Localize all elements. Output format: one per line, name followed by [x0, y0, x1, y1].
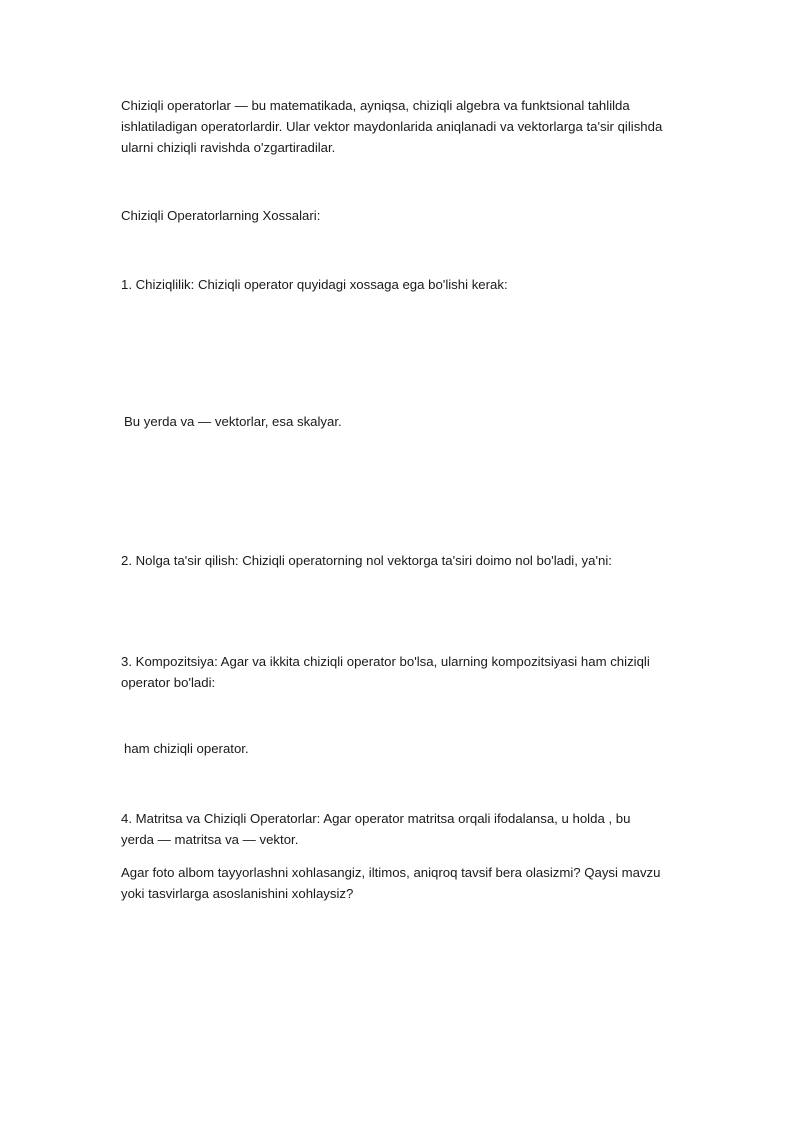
composition-note: ham chiziqli operator.	[124, 741, 249, 756]
intro-paragraph: Chiziqli operatorlar — bu matematikada, ayniqsa, chiziqli algebra va funktsional tahlilda ishlatiladigan operatorlardir. Ular vektor maydonlarida aniqlanadi va vektorlarga ta'sir qilishda ularni chiziqli ravishda o'zgartiradilar.	[121, 98, 663, 155]
property-composition: 3. Kompozitsiya: Agar va ikkita chiziqli operator bo'lsa, ularning kompozitsiyasi ham chiziqli operator bo'ladi:	[121, 654, 650, 690]
properties-heading: Chiziqli Operatorlarning Xossalari:	[121, 208, 321, 223]
linearity-note: Bu yerda va — vektorlar, esa skalyar.	[124, 414, 342, 429]
property-zero-action: 2. Nolga ta'sir qilish: Chiziqli operatorning nol vektorga ta'siri doimo nol bo'ladi, ya'ni:	[121, 553, 612, 568]
property-matrix: 4. Matritsa va Chiziqli Operatorlar: Agar operator matritsa orqali ifodalansa, u holda , bu yerda — matritsa va — vektor.	[121, 811, 631, 847]
closing-paragraph: Agar foto albom tayyorlashni xohlasangiz, iltimos, aniqroq tavsif bera olasizmi? Qaysi mavzu yoki tasvirlarga asoslanishini xohlaysiz?	[121, 865, 661, 901]
property-linearity: 1. Chiziqlilik: Chiziqli operator quyidagi xossaga ega bo'lishi kerak:	[121, 277, 508, 292]
